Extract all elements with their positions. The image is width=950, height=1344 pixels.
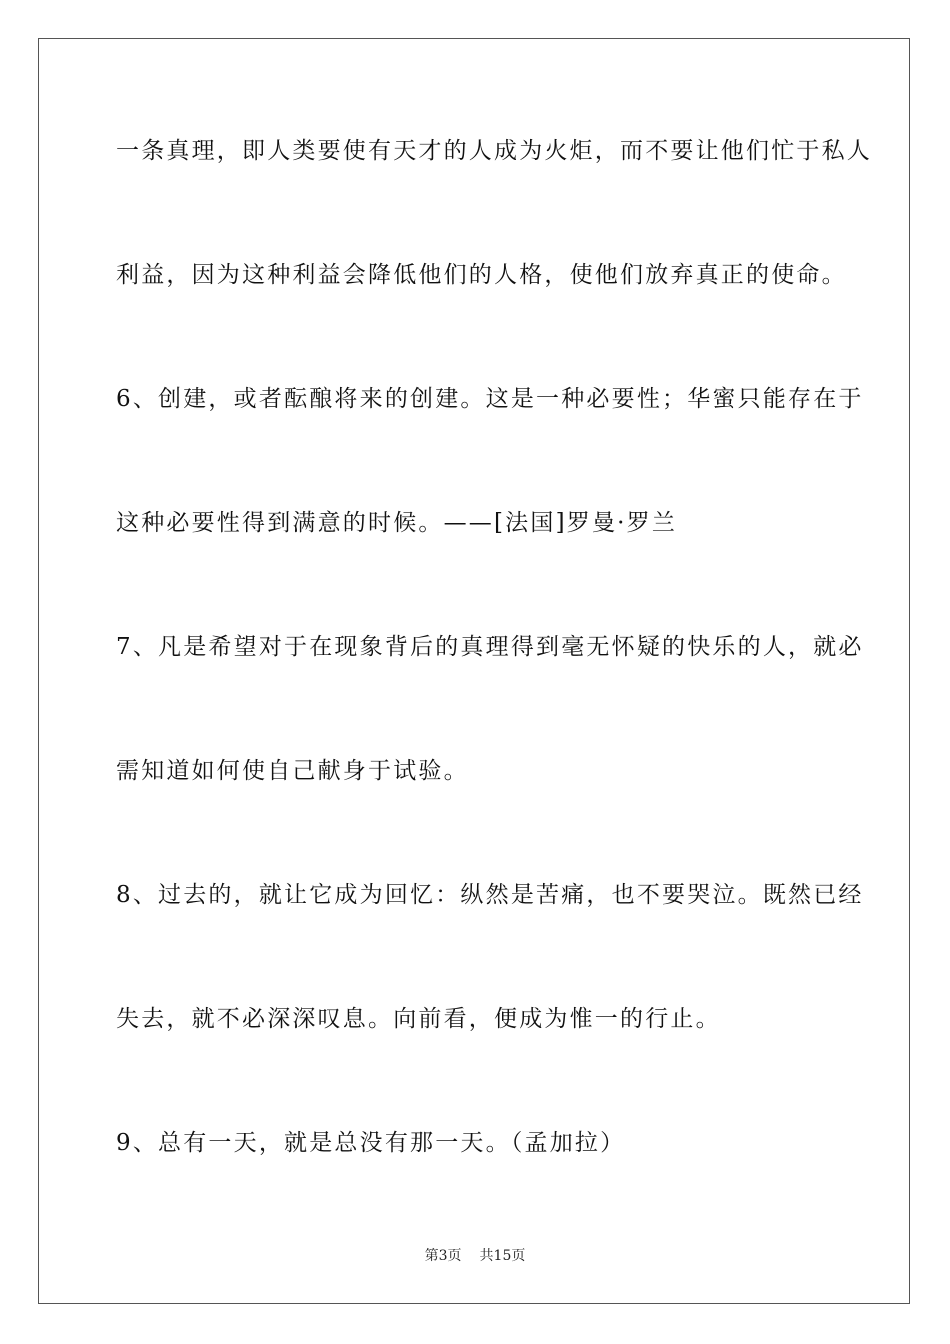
text-line-9: 9、总有一天，就是总没有那一天。（孟加拉） [116,1130,626,1156]
text-line-1: 一条真理，即人类要使有天才的人成为火炬，而不要让他们忙于私人 [116,138,872,164]
text-line-7: 8、过去的，就让它成为回忆：纵然是苦痛，也不要哭泣。既然已经 [116,882,864,908]
text-line-2: 利益，因为这种利益会降低他们的人格，使他们放弃真正的使命。 [116,262,847,288]
page-number: 第3页 [424,1248,462,1264]
page-border [38,38,910,1304]
text-line-3: 6、创建，或者酝酿将来的创建。这是一种必要性；华蜜只能存在于 [116,386,864,412]
text-line-4: 这种必要性得到满意的时候。——[法国]罗曼·罗兰 [116,510,678,536]
page-footer [0,1247,950,1265]
text-line-6: 需知道如何使自己献身于试验。 [116,758,469,784]
text-line-8: 失去，就不必深深叹息。向前看，便成为惟一的行止。 [116,1006,721,1032]
page-total: 共15页 [479,1248,526,1264]
text-line-5: 7、凡是希望对于在现象背后的真理得到毫无怀疑的快乐的人，就必 [116,634,864,660]
